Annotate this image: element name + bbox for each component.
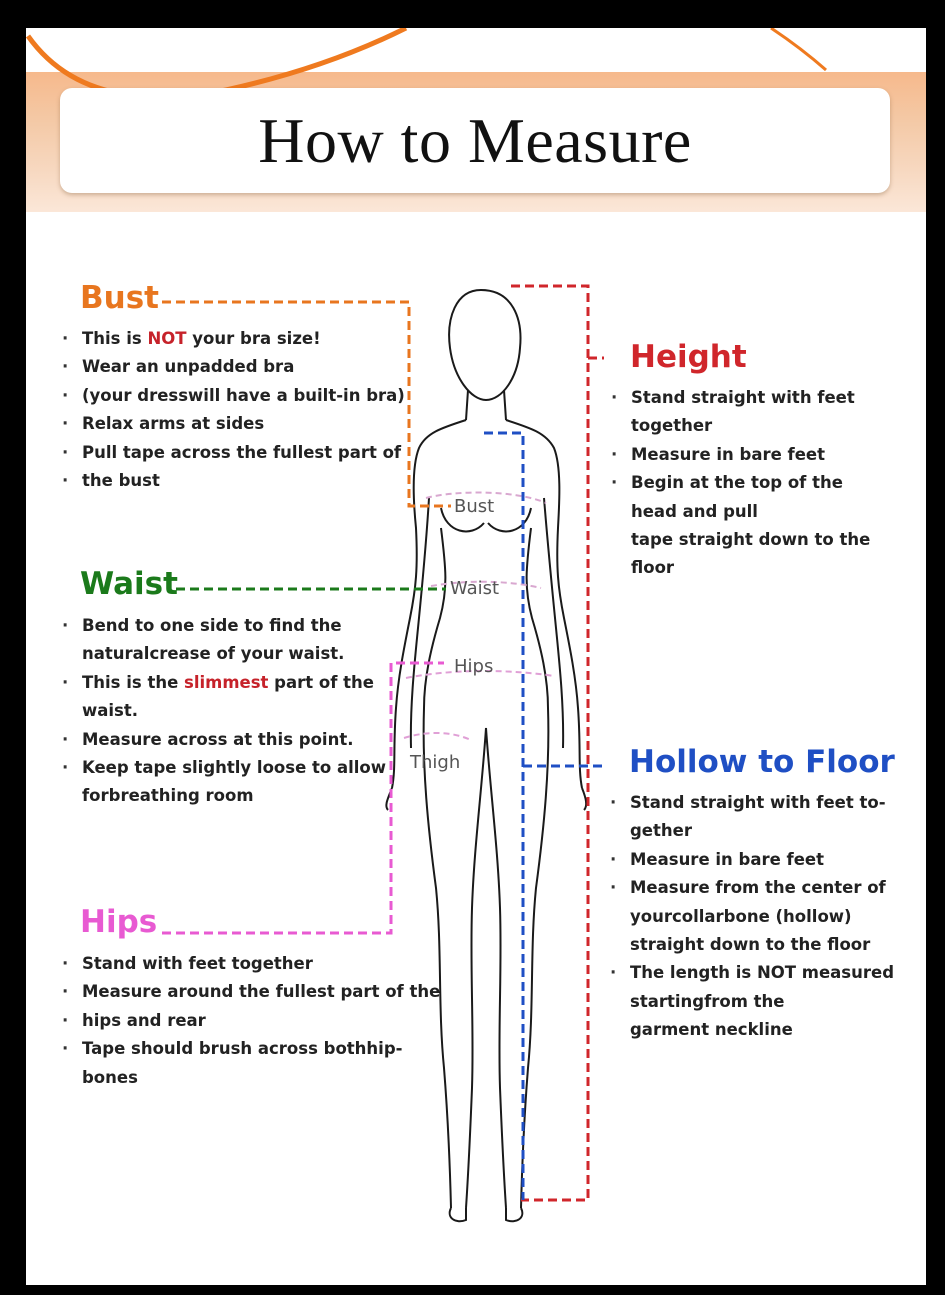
hollow-list-item: garment neckline [630, 1020, 793, 1040]
figure-label-thigh: Thigh [410, 752, 461, 773]
bust-heading: Bust [80, 280, 159, 316]
height-list [603, 384, 870, 583]
figure-label-hips: Hips [454, 656, 494, 677]
hollow-list-item: straight down to the floor [630, 935, 871, 955]
waist-heading: Waist [80, 566, 178, 602]
hips-list [54, 950, 440, 1092]
waist-list-item: waist. [82, 701, 139, 721]
height-list-item: · Stand straight with feet [603, 384, 870, 412]
thigh-tape [404, 733, 471, 740]
hollow-heading: Hollow to Floor [629, 744, 895, 780]
waist-list-item: naturalcrease of your waist. [82, 644, 345, 664]
hips-list-item: · Tape should brush across bothhip- [54, 1035, 440, 1063]
hollow-list-item: · Measure from the center of [602, 874, 894, 902]
bust-list-item: · Relax arms at sides [54, 410, 405, 438]
bust-list-item: · the bust [54, 467, 405, 495]
hollow-list-item: yourcollarbone (hollow) [630, 906, 852, 926]
hollow-list-item: · Measure in bare feet [602, 846, 894, 874]
waist-list-item: · Keep tape slightly loose to allow [54, 754, 386, 782]
hollow-list-item: startingfrom the [630, 991, 785, 1011]
waist-list-item: · This is the slimmest part of the [54, 669, 386, 697]
figure-label-waist: Waist [450, 578, 500, 599]
hips-list-item: · hips and rear [54, 1007, 440, 1035]
highlight-word: NOT [147, 329, 187, 348]
waist-list [54, 612, 386, 811]
hips-heading: Hips [80, 904, 158, 940]
hollow-list [602, 789, 894, 1045]
hips-list-item: bones [82, 1067, 138, 1087]
height-line [511, 286, 604, 1200]
hollow-list-item: · The length is NOT measured [602, 959, 894, 987]
height-list-item: floor [631, 558, 675, 578]
waist-list-item: forbreathing room [82, 786, 254, 806]
waist-list-item: · Measure across at this point. [54, 726, 386, 754]
bust-list-item: · (your dresswill have a built-in bra) [54, 382, 405, 410]
height-list-item: · Begin at the top of the [603, 469, 870, 497]
page-title: How to Measure [258, 104, 692, 176]
bust-list-item: · Pull tape across the fullest part of [54, 439, 405, 467]
measure-guide-canvas [26, 28, 926, 1285]
hollow-list-item: gether [630, 821, 692, 841]
hips-list-item: · Measure around the fullest part of the [54, 978, 440, 1006]
figure-label-bust: Bust [454, 496, 495, 517]
bust-list-item: · Wear an unpadded bra [54, 353, 405, 381]
height-list-item: together [631, 416, 713, 436]
waist-list-item: · Bend to one side to find the [54, 612, 386, 640]
height-heading: Height [630, 339, 747, 375]
highlight-word: slimmest [184, 672, 269, 692]
height-list-item: head and pull [631, 501, 758, 521]
height-list-item: tape straight down to the [631, 530, 871, 550]
height-list-item: · Measure in bare feet [603, 441, 870, 469]
bust-list [54, 325, 405, 495]
hollow-list-item: · Stand straight with feet to- [602, 789, 894, 817]
hips-list-item: · Stand with feet together [54, 950, 440, 978]
bust-list-item: · This is NOT your bra size! [54, 325, 405, 353]
